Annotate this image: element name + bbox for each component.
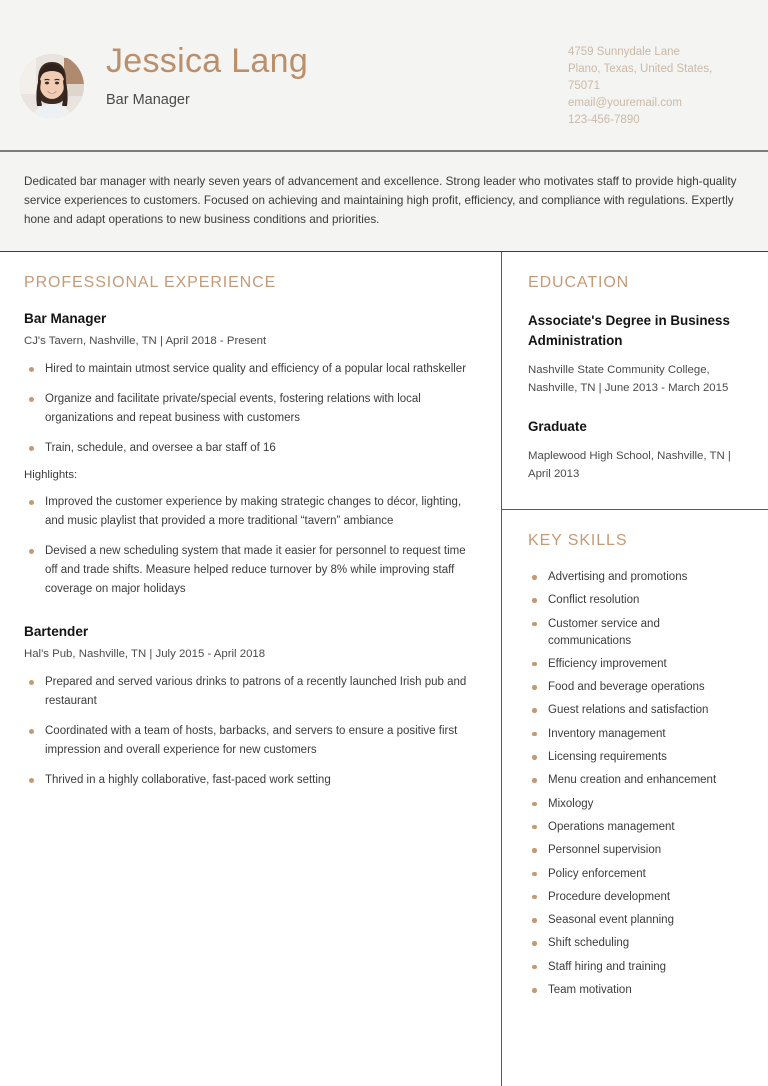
section-title-key-skills: KEY SKILLS xyxy=(528,532,628,549)
contact-line-phone[interactable]: 123-456-7890 xyxy=(568,114,640,126)
list-item: Licensing requirements xyxy=(528,749,746,766)
education-degree: Graduate xyxy=(528,419,587,434)
contact-info xyxy=(568,40,748,129)
list-item: Guest relations and satisfaction xyxy=(528,702,746,719)
list-item: Inventory management xyxy=(528,726,746,743)
job-title: Bar Manager xyxy=(106,92,190,109)
list-item: Prepared and served various drinks to patrons of a recently launched Irish pub and restaurant xyxy=(24,673,477,711)
list-item: Operations management xyxy=(528,819,746,836)
list-item: Team motivation xyxy=(528,982,746,999)
list-item: Staff hiring and training xyxy=(528,959,746,976)
key-skills-section xyxy=(502,510,768,1027)
list-item: Improved the customer experience by making strategic changes to décor, lighting, and music playlist that provided a more traditional “tavern” ambiance xyxy=(24,493,477,531)
spacer xyxy=(24,610,477,624)
full-name: Jessica Lang xyxy=(106,42,309,80)
resume-header xyxy=(0,0,768,152)
education-item xyxy=(528,417,746,483)
section-title-experience: PROFESSIONAL EXPERIENCE xyxy=(24,274,277,291)
education-item xyxy=(528,311,746,397)
education-meta: Maplewood High School, Nashville, TN | April 2013 xyxy=(528,450,731,480)
experience-highlights-list xyxy=(24,493,477,599)
list-item: Thrived in a highly collaborative, fast-paced work setting xyxy=(24,771,477,790)
key-skills-list xyxy=(528,569,746,999)
experience-job-title: Bartender xyxy=(24,624,89,639)
experience-job-title: Bar Manager xyxy=(24,311,107,326)
list-item: Organize and facilitate private/special events, fostering relations with local organizations and repeat business with customers xyxy=(24,390,477,428)
resume-body xyxy=(0,252,768,1086)
name-block xyxy=(106,40,568,108)
list-item: Coordinated with a team of hosts, barbacks, and servers to ensure a positive first impression and overall experience for new customers xyxy=(24,722,477,760)
experience-bullet-list xyxy=(24,360,477,458)
experience-item xyxy=(24,311,477,599)
list-item: Devised a new scheduling system that made it easier for personnel to request time off and trade shifts. Measure helped reduce turnover by 8% while improving staff coverage on major holidays xyxy=(24,542,477,599)
contact-line-address-2: Plano, Texas, United States, xyxy=(568,63,713,75)
list-item: Mixology xyxy=(528,796,746,813)
education-meta: Nashville State Community College, Nashville, TN | June 2013 - March 2015 xyxy=(528,364,729,394)
education-degree: Associate's Degree in Business Administration xyxy=(528,313,730,348)
list-item: Policy enforcement xyxy=(528,866,746,883)
summary-section xyxy=(0,152,768,252)
list-item: Advertising and promotions xyxy=(528,569,746,586)
list-item: Conflict resolution xyxy=(528,592,746,609)
experience-job-meta: Hal's Pub, Nashville, TN | July 2015 - April 2018 xyxy=(24,648,266,660)
education-section xyxy=(502,252,768,510)
list-item: Menu creation and enhancement xyxy=(528,772,746,789)
contact-line-address-1: 4759 Sunnydale Lane xyxy=(568,46,680,58)
list-item: Shift scheduling xyxy=(528,935,746,952)
section-title-education: EDUCATION xyxy=(528,274,630,291)
list-item: Procedure development xyxy=(528,889,746,906)
list-item: Personnel supervision xyxy=(528,842,746,859)
experience-column xyxy=(0,252,501,1086)
contact-line-email[interactable]: email@youremail.com xyxy=(568,97,682,109)
list-item: Seasonal event planning xyxy=(528,912,746,929)
contact-line-postal-code: 75071 xyxy=(568,80,600,92)
avatar xyxy=(20,54,84,118)
experience-job-meta: CJ's Tavern, Nashville, TN | April 2018 - Present xyxy=(24,335,267,347)
list-item: Train, schedule, and oversee a bar staff of 16 xyxy=(24,439,477,458)
sidebar-column xyxy=(501,252,768,1086)
profile-photo-icon xyxy=(20,54,84,118)
list-item: Hired to maintain utmost service quality and efficiency of a popular local rathskeller xyxy=(24,360,477,379)
summary-text: Dedicated bar manager with nearly seven years of advancement and excellence. Strong leader who motivates staff to provide high-quality service experiences to customers. Focused on achieving and maintaining high profit, efficiency, and compliance with regulations. Expertly hone and adapt operations to new business conditions and priorities. xyxy=(24,175,737,226)
list-item: Food and beverage operations xyxy=(528,679,746,696)
list-item: Customer service and communications xyxy=(528,616,746,650)
list-item: Efficiency improvement xyxy=(528,656,746,673)
experience-bullet-list xyxy=(24,673,477,790)
experience-item xyxy=(24,624,477,790)
highlights-label: Highlights: xyxy=(24,469,78,481)
